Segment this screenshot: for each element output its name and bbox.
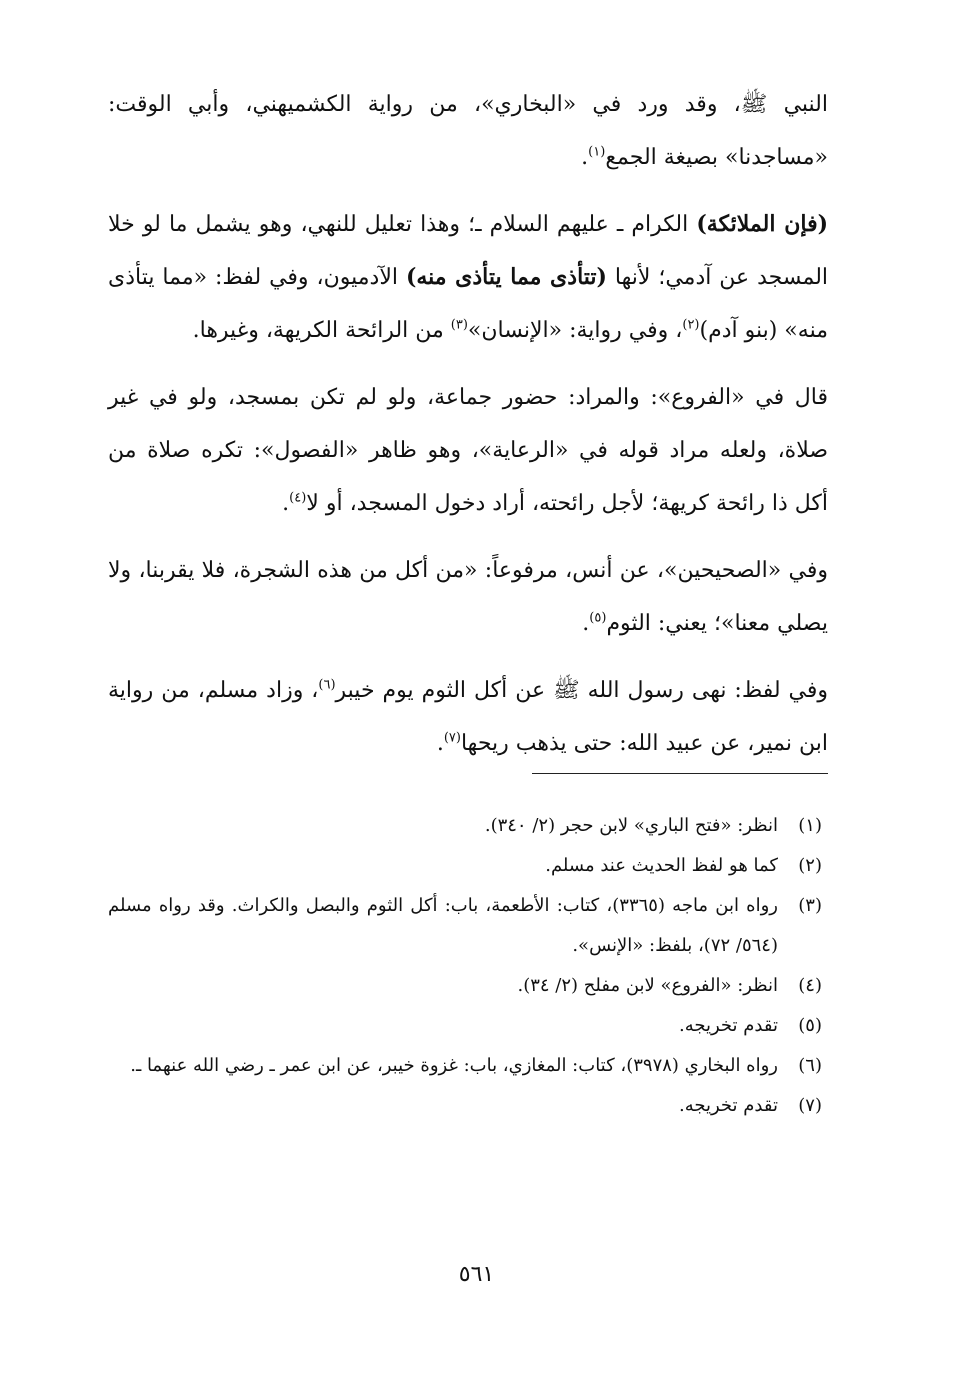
- text-run: الآدميون، وفي لفظ: «مما يتأذى منه» (بنو آدم): [108, 265, 828, 343]
- text-run: وفي «الصحيحين»، عن أنس، مرفوعاً: «من أكل من هذه الشجرة، فلا يقربنا، ولا يصلي معنا»؛ يعني: الثوم: [108, 558, 828, 636]
- footnote-text: تقدم تخريجه.: [679, 1015, 778, 1036]
- footnote-reference: (١): [588, 144, 606, 160]
- footnote-item: [108, 1046, 828, 1086]
- page-number: ٥٦١: [458, 1262, 495, 1287]
- text-run: .: [582, 611, 590, 636]
- bold-phrase: (تتأذى مما يتأذى منه): [405, 264, 607, 290]
- footnote-reference: (٦): [318, 677, 336, 693]
- footnote-reference: (٤): [289, 490, 307, 506]
- footnote-text: انظر: «فتح الباري» لابن حجر (٢/ ٣٤٠).: [484, 815, 778, 836]
- footnotes-list: [108, 806, 828, 1126]
- footnote-item: [108, 966, 828, 1006]
- footnote-number: (١): [798, 815, 822, 836]
- text-run: النبي ﷺ، وقد ورد في «البخاري»، من رواية الكشميهني، وأبي الوقت: «مساجدنا» بصيغة الجمع: [108, 92, 828, 170]
- text-run: من الرائحة الكريهة، وغيرها.: [192, 318, 451, 343]
- text-run: وفي لفظ: نهى رسول الله ﷺ عن أكل الثوم يوم خيبر: [335, 678, 828, 703]
- bold-phrase: (فإن الملائكة): [696, 211, 828, 237]
- text-run: قال في «الفروع»: والمراد: حضور جماعة، ولو لم تكن بمسجد، ولو في غير صلاة، ولعله مراد قوله في «الرعاية»، وهو ظاهر «الفصول»: تكره صلاة من أكل ذا رائحة كريهة؛ لأجل رائحته، أراد دخول المسجد، أو لا: [108, 385, 828, 516]
- footnote-text: رواه البخاري (٣٩٧٨)، كتاب: المغازي، باب: غزوة خيبر، عن ابن عمر ـ رضي الله عنهما ـ.: [130, 1055, 778, 1076]
- footnote-text: كما هو لفظ الحديث عند مسلم.: [545, 855, 778, 876]
- footnote-item: [108, 1086, 828, 1126]
- footnote-item: [108, 846, 828, 886]
- text-run: ، وزاد مسلم، من رواية ابن نمير، عن عبيد الله: حتى يذهب ريحها: [108, 678, 828, 756]
- footnote-reference: (٣): [450, 317, 468, 333]
- text-run: .: [436, 731, 444, 756]
- footnote-reference: (٥): [589, 610, 607, 626]
- footnote-area: [108, 0, 828, 1379]
- text-run: .: [282, 491, 290, 516]
- footnote-number: (٧): [798, 1095, 822, 1116]
- text-run: .: [581, 145, 589, 170]
- footnote-text: انظر: «الفروع» لابن مفلح (٢/ ٣٤).: [517, 975, 778, 996]
- footnote-number: (٤): [798, 975, 822, 996]
- footnote-separator: [532, 773, 828, 774]
- text-run: الكرام ـ عليهم السلام ـ؛ وهذا تعليل للنهي، وهو يشمل ما لو خلا المسجد عن آدمي؛ لأنها: [108, 212, 829, 290]
- footnote-text: رواه ابن ماجه (٣٣٦٥)، كتاب: الأطعمة، باب: أكل الثوم والبصل والكراث. وقد رواه مسلم (٥٦٤/ ٧٢)، بلفظ: «الإنس».: [108, 895, 778, 956]
- footnote-item: [108, 1006, 828, 1046]
- footnote-item: [108, 886, 828, 966]
- footnote-reference: (٢): [682, 317, 700, 333]
- footnote-reference: (٧): [443, 730, 461, 746]
- footnote-number: (٦): [798, 1055, 822, 1076]
- footnote-item: [108, 806, 828, 846]
- footnote-number: (٥): [798, 1015, 822, 1036]
- footnote-number: (٣): [798, 895, 822, 916]
- footnote-text: تقدم تخريجه.: [679, 1095, 778, 1116]
- footnote-number: (٢): [798, 855, 822, 876]
- text-run: ، وفي رواية: «الإنسان»: [467, 318, 683, 343]
